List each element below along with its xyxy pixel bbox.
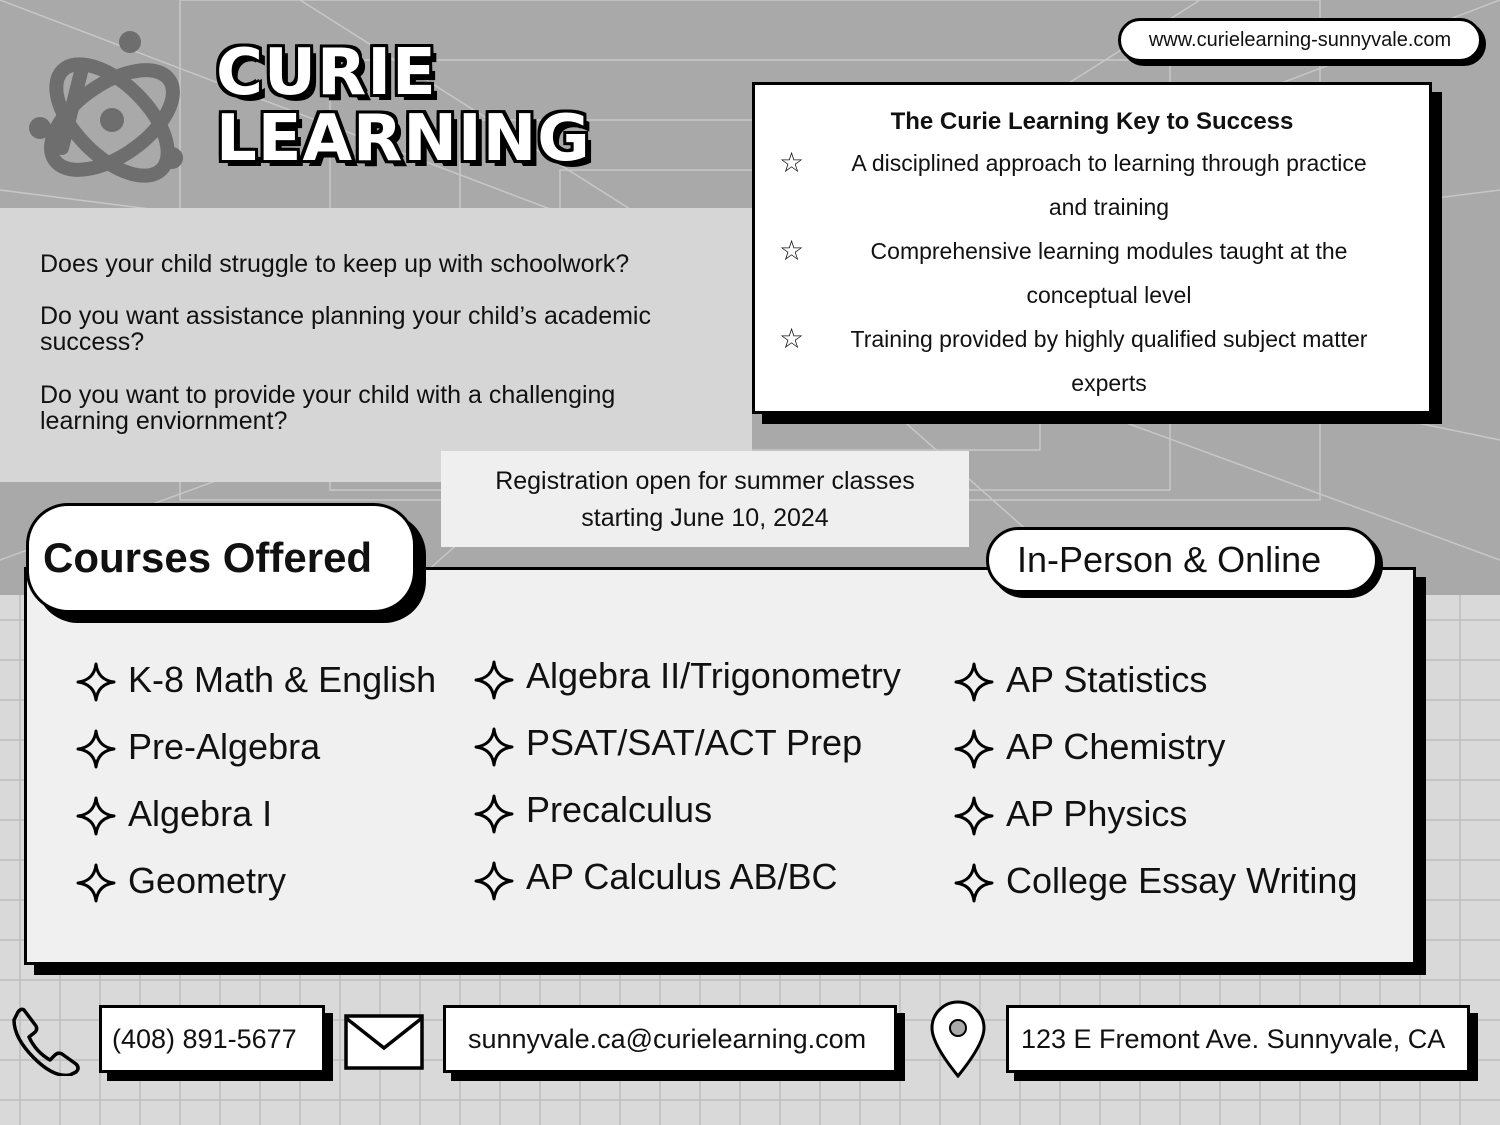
four-point-sparkle-icon [474,660,514,700]
four-point-sparkle-icon [76,729,116,769]
key-item-line: Comprehensive learning modules taught at the [870,238,1348,264]
course-label: Precalculus [526,789,713,830]
course-item [526,656,901,696]
atom-logo-icon [22,28,192,198]
course-item [128,660,436,700]
course-item [1006,861,1357,901]
course-label: PSAT/SAT/ACT Prep [526,722,863,763]
email-address[interactable]: sunnyvale.ca@curielearning.com [443,1005,897,1073]
four-point-sparkle-icon [474,727,514,767]
course-item [1006,727,1225,767]
question-line: Do you want assistance planning your child’s academic [40,302,651,330]
course-item [526,857,837,897]
question [40,382,740,434]
brand-wordmark [216,36,591,176]
four-point-sparkle-icon [954,729,994,769]
key-title: The Curie Learning Key to Success [890,108,1294,135]
address[interactable]: 123 E Fremont Ave. Sunnyvale, CA [1006,1005,1470,1073]
course-label: Algebra I [128,793,273,834]
four-point-sparkle-icon [954,662,994,702]
class-mode-badge: In-Person & Online [986,527,1378,593]
courses-heading: Courses Offered [26,503,416,613]
question [40,303,740,355]
key-item-line: A disciplined approach to learning through practice [851,150,1367,176]
phone-icon [10,1006,82,1076]
four-point-sparkle-icon [76,662,116,702]
registration-notice [441,451,969,547]
registration-line: starting June 10, 2024 [581,504,829,532]
course-label: AP Statistics [1006,659,1208,700]
question-line: Do you want to provide your child with a challenging [40,381,616,409]
map-pin-icon [928,1000,988,1078]
four-point-sparkle-icon [76,796,116,836]
course-item [526,723,862,763]
question-line: success? [40,328,145,356]
key-item-line: and training [1048,194,1170,220]
course-label: K-8 Math & English [128,659,437,700]
course-item [1006,660,1207,700]
course-label: College Essay Writing [1006,860,1358,901]
course-label: AP Physics [1006,793,1188,834]
website-link[interactable]: www.curielearning-sunnyvale.com [1118,18,1482,62]
four-point-sparkle-icon [474,794,514,834]
course-item [526,790,712,830]
key-item-line: conceptual level [1026,282,1192,308]
key-item [779,141,1405,229]
course-label: Pre-Algebra [128,726,321,767]
course-label: AP Calculus AB/BC [526,856,838,897]
course-item [128,794,272,834]
four-point-sparkle-icon [954,796,994,836]
course-item [1006,794,1187,834]
outline-star-icon: ☆ [779,235,805,266]
envelope-icon [344,1014,424,1070]
question-line: Does your child struggle to keep up with schoolwork? [40,250,630,278]
course-label: Algebra II/Trigonometry [526,655,901,696]
brand-line-1: CURIE [216,36,437,110]
key-item [779,317,1405,405]
four-point-sparkle-icon [76,863,116,903]
course-label: Geometry [128,860,287,901]
outline-star-icon: ☆ [779,147,805,178]
key-item [779,229,1405,317]
four-point-sparkle-icon [474,861,514,901]
course-label: AP Chemistry [1006,726,1226,767]
question [40,251,740,277]
key-item-line: Training provided by highly qualified subject matter [850,326,1368,352]
outline-star-icon: ☆ [779,323,805,354]
question-line: learning enviornment? [40,407,288,435]
registration-line: Registration open for summer classes [495,467,915,495]
key-item-line: experts [1071,370,1147,396]
course-item [128,727,320,767]
brand-line-2: LEARNING [216,102,591,176]
course-item [128,861,286,901]
four-point-sparkle-icon [954,863,994,903]
phone-number[interactable]: (408) 891-5677 [99,1005,325,1073]
key-to-success-box [752,82,1432,414]
